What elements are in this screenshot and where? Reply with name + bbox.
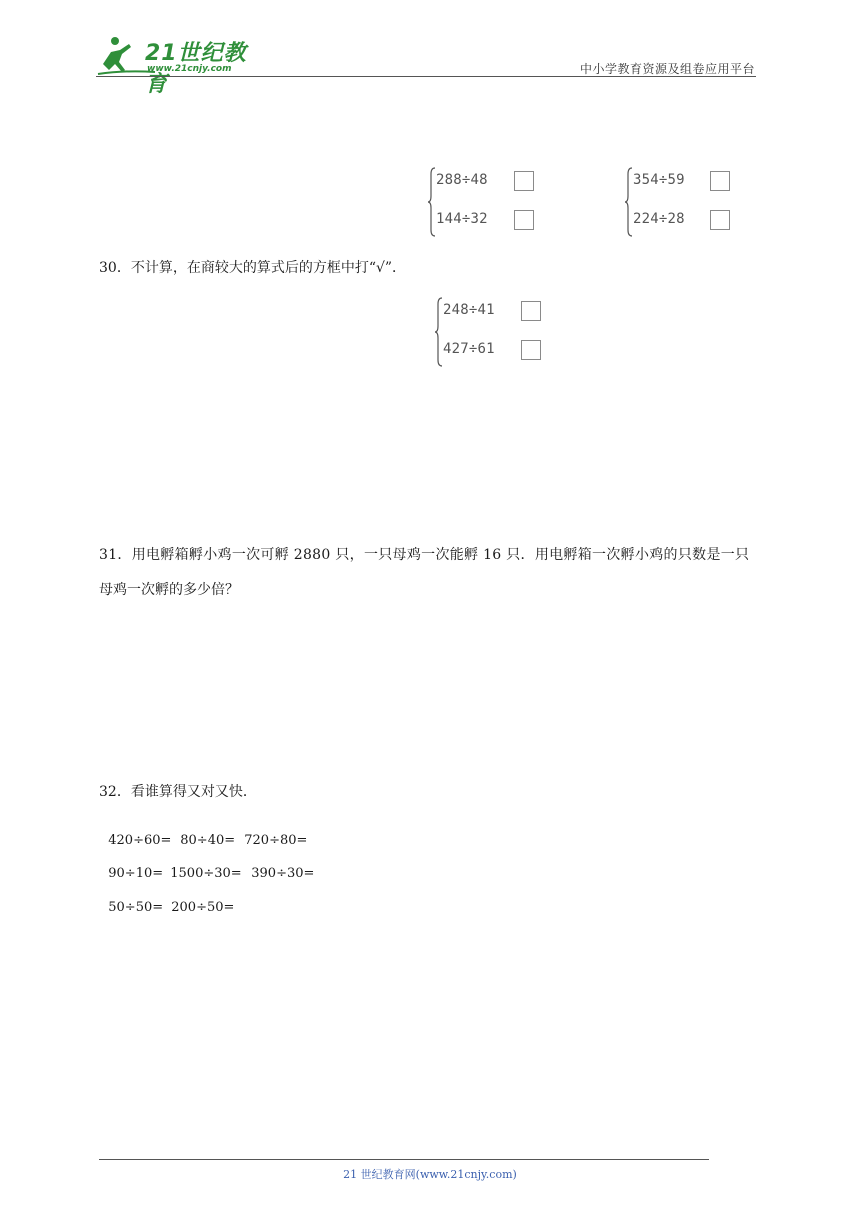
comparison-group-1 xyxy=(428,166,548,238)
expression: 248÷41 xyxy=(443,302,495,318)
calc-row-1 xyxy=(100,818,307,848)
calc-row-3 xyxy=(100,885,234,915)
answer-box[interactable] xyxy=(514,210,534,230)
question-32-title: 32．看谁算得又对又快． xyxy=(99,784,257,800)
expression: 224÷28 xyxy=(633,211,685,227)
header-divider xyxy=(96,76,756,77)
footer-link[interactable]: 21 世纪教育网(www.21cnjy.com) xyxy=(343,1168,517,1181)
calc-item: 90÷10= xyxy=(108,866,164,881)
answer-box[interactable] xyxy=(521,340,541,360)
answer-box[interactable] xyxy=(710,171,730,191)
comparison-group-2 xyxy=(625,166,745,238)
expression: 288÷48 xyxy=(436,172,488,188)
expression: 144÷32 xyxy=(436,211,488,227)
platform-name: 中小学教育资源及组卷应用平台 xyxy=(579,62,755,76)
site-logo xyxy=(95,34,265,97)
calc-row-2 xyxy=(100,851,314,881)
calc-item: 1500÷30= xyxy=(170,866,242,881)
question-31-line-1: 31．用电孵箱孵小鸡一次可孵 2880 只，一只母鸡一次能孵 16 只．用电孵箱一次孵小鸡的只数是一只 xyxy=(99,547,750,563)
calc-item: 720÷80= xyxy=(244,833,308,848)
brace-icon xyxy=(435,296,443,368)
footer-divider xyxy=(99,1159,709,1160)
logo-url: www.21cnjy.com xyxy=(147,64,232,74)
calc-item: 80÷40= xyxy=(180,833,236,848)
answer-box[interactable] xyxy=(521,301,541,321)
answer-box[interactable] xyxy=(514,171,534,191)
expression: 427÷61 xyxy=(443,341,495,357)
brace-icon xyxy=(625,166,633,238)
comparison-group-q30 xyxy=(435,296,555,368)
calc-item: 420÷60= xyxy=(108,833,172,848)
answer-box[interactable] xyxy=(710,210,730,230)
calc-item: 50÷50= xyxy=(108,900,164,915)
brace-icon xyxy=(428,166,436,238)
calc-item: 200÷50= xyxy=(171,900,235,915)
question-31-line-2: 母鸡一次孵的多少倍？ xyxy=(99,582,239,598)
calc-item: 390÷30= xyxy=(251,866,315,881)
expression: 354÷59 xyxy=(633,172,685,188)
logo-text: 21世纪教育 xyxy=(145,41,247,97)
question-30-text: 30．不计算，在商较大的算式后的方框中打“√”． xyxy=(99,260,407,276)
